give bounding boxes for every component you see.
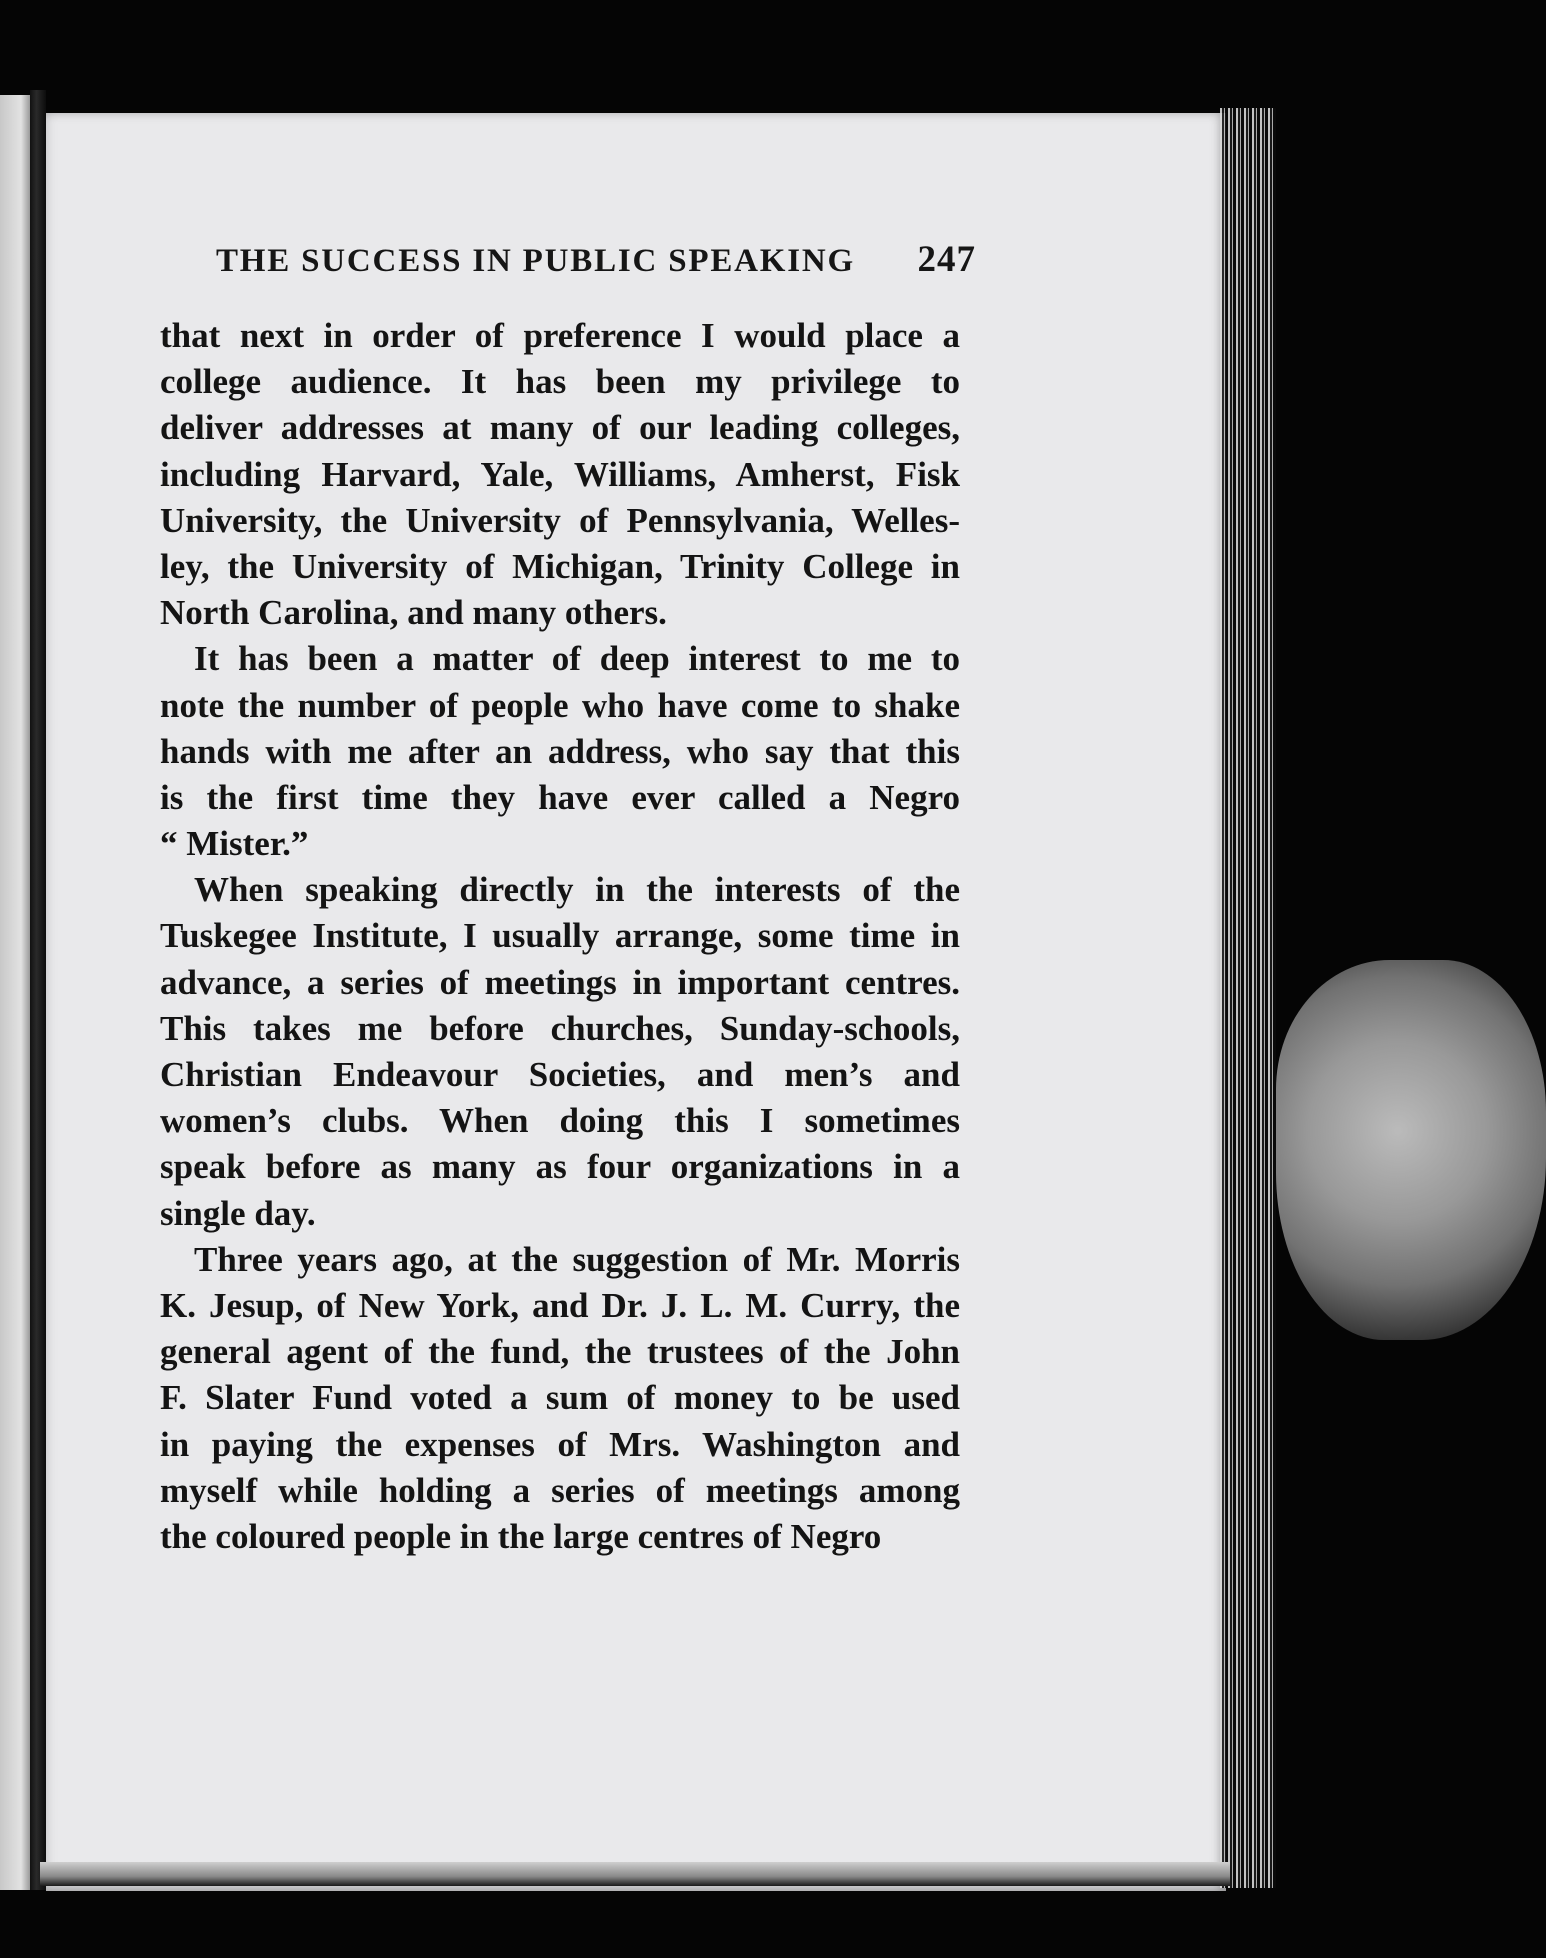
text-line: deliver addresses at many of our leading colleges,	[160, 408, 960, 448]
text-line: “ Mister.”	[160, 824, 309, 864]
text-line: speak before as many as four organizations in a	[160, 1147, 960, 1187]
text-line: When speaking directly in the interests of the	[194, 870, 960, 910]
paragraph	[160, 1237, 960, 1560]
page-number: 247	[917, 239, 976, 280]
text-line: including Harvard, Yale, Williams, Amherst, Fisk	[160, 454, 960, 494]
text-line: single day.	[160, 1193, 316, 1233]
text-line: K. Jesup, of New York, and Dr. J. L. M. Curry, the	[160, 1285, 960, 1325]
text-line: in paying the expenses of Mrs. Washington and	[160, 1424, 960, 1464]
text-line: Three years ago, at the suggestion of Mr. Morris	[194, 1239, 960, 1279]
body-text	[160, 313, 960, 1560]
text-line: advance, a series of meetings in important centres.	[160, 962, 960, 1002]
page-block-edges	[1220, 108, 1276, 1888]
paragraph	[160, 636, 960, 867]
text-line: hands with me after an address, who say that this	[160, 731, 960, 771]
text-line: North Carolina, and many others.	[160, 593, 667, 633]
text-line: the coloured people in the large centres of Negro	[160, 1516, 882, 1556]
book-gutter	[30, 90, 46, 1890]
text-line: that next in order of preference I would place a	[160, 316, 960, 355]
text-line: women’s clubs. When doing this I sometimes	[160, 1101, 960, 1141]
text-line: ley, the University of Michigan, Trinity College in	[160, 546, 960, 586]
paragraph	[160, 867, 960, 1237]
paper-stain	[1276, 960, 1546, 1340]
page-bottom-edge	[40, 1862, 1230, 1886]
text-line: University, the University of Pennsylvania, Welles-	[160, 500, 960, 540]
text-line: note the number of people who have come to shake	[160, 685, 960, 725]
text-line: Tuskegee Institute, I usually arrange, some time in	[160, 916, 960, 956]
text-line: Christian Endeavour Societies, and men’s and	[160, 1055, 960, 1094]
paragraph	[160, 313, 960, 636]
text-line: It has been a matter of deep interest to me to	[194, 639, 960, 679]
text-line: myself while holding a series of meetings among	[160, 1470, 960, 1510]
running-title: THE SUCCESS IN PUBLIC SPEAKING	[216, 243, 855, 279]
text-line: college audience. It has been my privilege to	[160, 362, 960, 402]
running-head	[216, 238, 976, 281]
text-line: This takes me before churches, Sunday-schools,	[160, 1008, 960, 1048]
previous-page-edge	[0, 95, 30, 1890]
text-line: general agent of the fund, the trustees of the John	[160, 1332, 960, 1372]
text-line: F. Slater Fund voted a sum of money to be used	[160, 1378, 960, 1418]
text-line: is the first time they have ever called a Negro	[160, 777, 960, 817]
